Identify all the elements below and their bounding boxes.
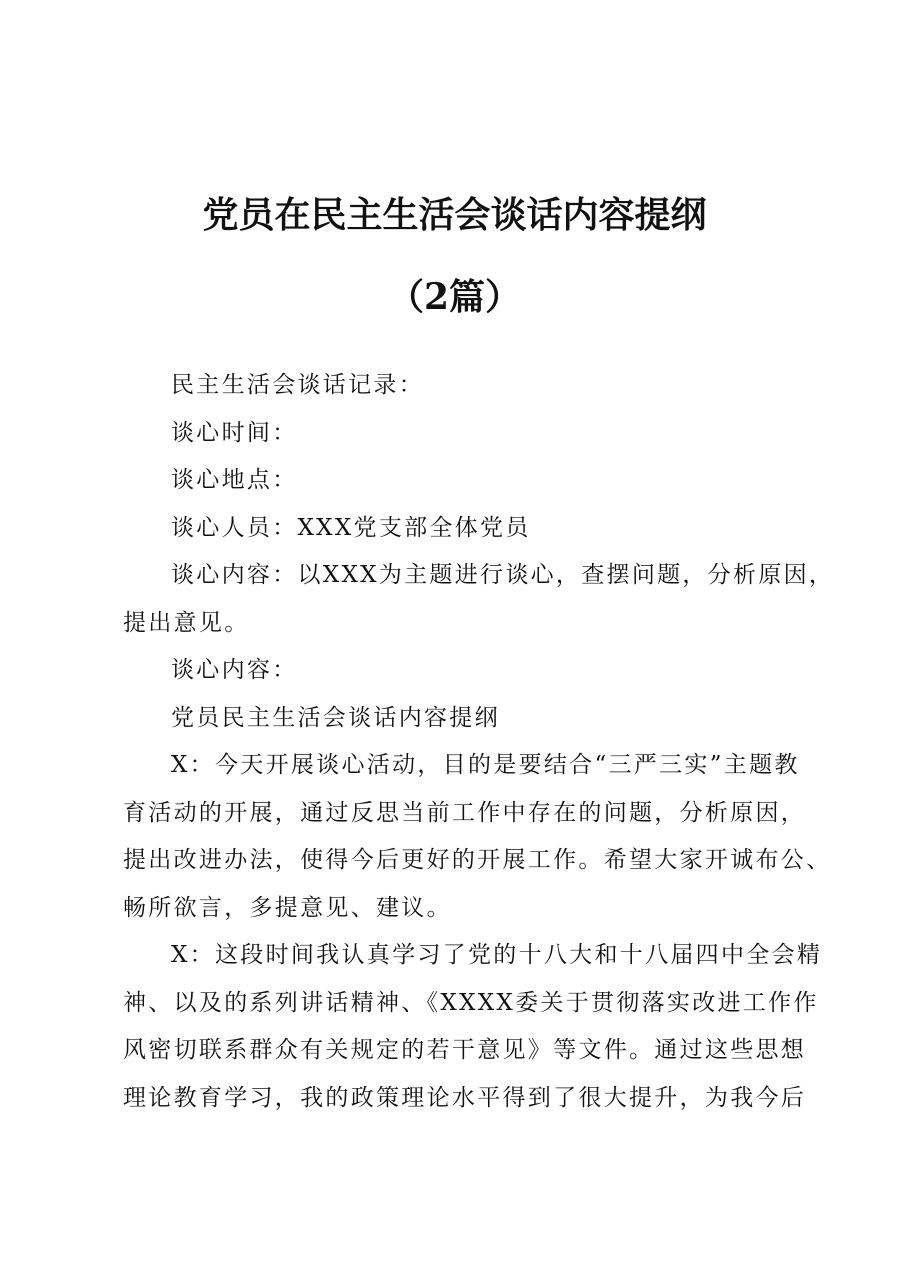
document-body (123, 362, 835, 1122)
body-line: 理论教育学习，我的政策理论水平得到了很大提升，为我今后 (123, 1084, 807, 1111)
body-line: X：这段时间我认真学习了党的十八大和十八届四中全会精 (171, 942, 823, 968)
body-line: 谈心内容：以XXX为主题进行谈心，查摆问题，分析原因， (171, 562, 835, 588)
body-line: 谈心人员：XXX党支部全体党员 (171, 514, 531, 541)
body-line: 风密切联系群众有关规定的若干意见》等文件。通过这些思想 (123, 1037, 807, 1063)
body-line: 提出改进办法，使得今后更好的开展工作。希望大家开诚布公、 (123, 847, 832, 873)
body-line: 谈心时间： (171, 419, 298, 446)
body-line: 提出意见。 (123, 609, 250, 636)
body-line: X：今天开展谈心活动，目的是要结合“三严三实”主题教 (171, 752, 800, 778)
document-subtitle: （2篇） (387, 276, 522, 318)
body-line: 谈心内容： (171, 657, 298, 683)
body-line: 畅所欲言，多提意见、建议。 (123, 894, 452, 921)
body-line: 神、以及的系列讲话精神、《XXXX委关于贯彻落实改进工作作 (123, 989, 819, 1016)
body-line: 党员民主生活会谈话内容提纲 (171, 704, 500, 731)
body-line: 谈心地点： (171, 467, 298, 493)
document-title: 党员在民主生活会谈话内容提纲 (202, 194, 707, 236)
body-line: 民主生活会谈话记录： (171, 372, 424, 398)
body-line: 育活动的开展，通过反思当前工作中存在的问题，分析原因， (123, 799, 807, 826)
